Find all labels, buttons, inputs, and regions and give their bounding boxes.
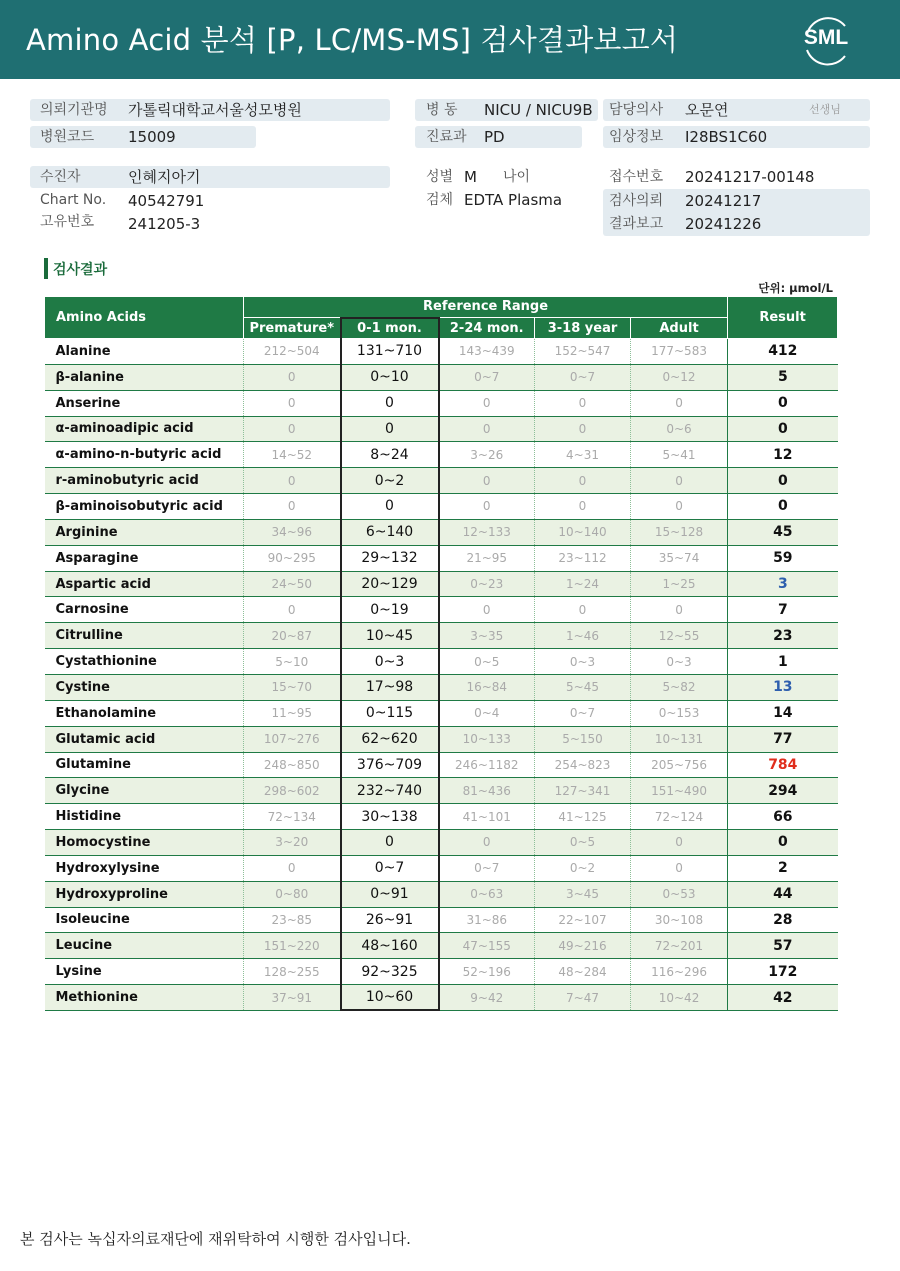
reference-range-cell: 0~3 bbox=[535, 649, 631, 675]
institution-value: 가톨릭대학교서울성모병원 bbox=[128, 101, 302, 119]
reference-range-cell: 246~1182 bbox=[439, 752, 535, 778]
table-row bbox=[45, 571, 838, 597]
reference-range-cell: 151~490 bbox=[631, 778, 728, 804]
table-row bbox=[45, 830, 838, 856]
reference-range-cell: 0~63 bbox=[439, 881, 535, 907]
reference-range-cell: 0~19 bbox=[341, 597, 439, 623]
reference-range-cell: 0 bbox=[244, 597, 341, 623]
ref-col-header: Premature* bbox=[244, 318, 341, 339]
amino-acid-name: Lysine bbox=[45, 959, 244, 985]
reference-range-cell: 14~52 bbox=[244, 442, 341, 468]
reference-range-cell: 177~583 bbox=[631, 339, 728, 365]
report-title: Amino Acid 분석 [P, LC/MS-MS] 검사결과보고서 bbox=[26, 23, 679, 57]
table-row bbox=[45, 959, 838, 985]
reference-range-cell: 0~7 bbox=[535, 700, 631, 726]
reference-range-cell: 72~134 bbox=[244, 804, 341, 830]
result-value: 7 bbox=[728, 597, 838, 623]
doctor-value: 오문연 bbox=[685, 101, 729, 119]
reference-range-cell: 52~196 bbox=[439, 959, 535, 985]
table-row bbox=[45, 933, 838, 959]
reference-range-cell: 0 bbox=[439, 416, 535, 442]
amino-acid-name: Methionine bbox=[45, 985, 244, 1011]
result-value: 2 bbox=[728, 855, 838, 881]
result-value: 1 bbox=[728, 649, 838, 675]
reference-range-cell: 232~740 bbox=[341, 778, 439, 804]
reference-range-cell: 81~436 bbox=[439, 778, 535, 804]
amino-acid-name: Carnosine bbox=[45, 597, 244, 623]
chart-no-label: Chart No. bbox=[40, 192, 107, 208]
reference-range-cell: 10~131 bbox=[631, 726, 728, 752]
unique-no-value: 241205-3 bbox=[128, 215, 201, 233]
result-value: 0 bbox=[728, 494, 838, 520]
table-row bbox=[45, 674, 838, 700]
result-value: 66 bbox=[728, 804, 838, 830]
reference-range-cell: 62~620 bbox=[341, 726, 439, 752]
table-row bbox=[45, 804, 838, 830]
result-value: 0 bbox=[728, 468, 838, 494]
reference-range-cell: 0~10 bbox=[341, 364, 439, 390]
request-date-label: 검사의뢰 bbox=[609, 193, 664, 209]
result-value: 3 bbox=[728, 571, 838, 597]
sex-value: M bbox=[464, 168, 477, 186]
result-value: 57 bbox=[728, 933, 838, 959]
table-row bbox=[45, 623, 838, 649]
section-marker bbox=[44, 258, 48, 279]
reference-range-cell: 15~70 bbox=[244, 674, 341, 700]
reference-range-cell: 0 bbox=[244, 416, 341, 442]
col-amino-acids: Amino Acids bbox=[45, 297, 244, 339]
sex-label: 성별 bbox=[426, 169, 454, 185]
reference-range-cell: 31~86 bbox=[439, 907, 535, 933]
reference-range-cell: 10~60 bbox=[341, 985, 439, 1011]
reference-range-cell: 0~2 bbox=[535, 855, 631, 881]
result-value: 77 bbox=[728, 726, 838, 752]
reference-range-cell: 0~115 bbox=[341, 700, 439, 726]
reference-range-cell: 47~155 bbox=[439, 933, 535, 959]
result-value: 23 bbox=[728, 623, 838, 649]
amino-acid-name: r-aminobutyric acid bbox=[45, 468, 244, 494]
table-row bbox=[45, 597, 838, 623]
result-value: 5 bbox=[728, 364, 838, 390]
amino-acid-name: Aspartic acid bbox=[45, 571, 244, 597]
reference-range-cell: 0 bbox=[439, 468, 535, 494]
logo-text: SML bbox=[803, 26, 849, 49]
table-row bbox=[45, 649, 838, 675]
amino-acid-name: Asparagine bbox=[45, 545, 244, 571]
result-value: 45 bbox=[728, 519, 838, 545]
reference-range-cell: 0~6 bbox=[631, 416, 728, 442]
reference-range-cell: 0~7 bbox=[439, 364, 535, 390]
reference-range-cell: 0 bbox=[631, 855, 728, 881]
result-value: 0 bbox=[728, 416, 838, 442]
reference-range-cell: 3~35 bbox=[439, 623, 535, 649]
table-row bbox=[45, 339, 838, 365]
chart-no-value: 40542791 bbox=[128, 192, 205, 210]
reference-range-cell: 0 bbox=[244, 364, 341, 390]
reference-range-cell: 0 bbox=[244, 390, 341, 416]
table-row bbox=[45, 855, 838, 881]
reference-range-cell: 0~7 bbox=[341, 855, 439, 881]
reference-range-cell: 23~112 bbox=[535, 545, 631, 571]
report-header bbox=[0, 0, 900, 79]
reference-range-cell: 143~439 bbox=[439, 339, 535, 365]
reference-range-cell: 0~7 bbox=[535, 364, 631, 390]
reference-range-cell: 26~91 bbox=[341, 907, 439, 933]
patient-bar bbox=[30, 166, 390, 188]
request-date-value: 20241217 bbox=[685, 192, 762, 210]
reference-range-cell: 0~23 bbox=[439, 571, 535, 597]
reference-range-cell: 0 bbox=[631, 830, 728, 856]
reference-range-cell: 5~150 bbox=[535, 726, 631, 752]
reference-range-cell: 0 bbox=[244, 855, 341, 881]
unit-label: 단위: μmol/L bbox=[758, 281, 833, 295]
reference-range-cell: 10~133 bbox=[439, 726, 535, 752]
reference-range-cell: 37~91 bbox=[244, 985, 341, 1011]
result-value: 13 bbox=[728, 674, 838, 700]
reference-range-cell: 72~124 bbox=[631, 804, 728, 830]
reference-range-cell: 10~42 bbox=[631, 985, 728, 1011]
clinical-info-label: 임상정보 bbox=[609, 129, 664, 145]
col-result: Result bbox=[728, 297, 838, 339]
reference-range-cell: 15~128 bbox=[631, 519, 728, 545]
reference-range-cell: 0 bbox=[631, 597, 728, 623]
reference-range-cell: 0~5 bbox=[439, 649, 535, 675]
reference-range-cell: 16~84 bbox=[439, 674, 535, 700]
reference-range-cell: 35~74 bbox=[631, 545, 728, 571]
specimen-label: 검체 bbox=[426, 192, 454, 208]
ref-col-header: Adult bbox=[631, 318, 728, 339]
doctor-suffix: 선생님 bbox=[809, 103, 841, 116]
reference-range-cell: 4~31 bbox=[535, 442, 631, 468]
reference-range-cell: 0 bbox=[244, 468, 341, 494]
amino-acid-name: Arginine bbox=[45, 519, 244, 545]
reference-range-cell: 0 bbox=[631, 468, 728, 494]
reference-range-cell: 9~42 bbox=[439, 985, 535, 1011]
amino-acid-name: Homocystine bbox=[45, 830, 244, 856]
reference-range-cell: 0~153 bbox=[631, 700, 728, 726]
reference-range-cell: 34~96 bbox=[244, 519, 341, 545]
sml-logo bbox=[797, 12, 855, 68]
institution-label: 의뢰기관명 bbox=[40, 102, 108, 118]
reference-range-cell: 90~295 bbox=[244, 545, 341, 571]
reference-range-cell: 0~12 bbox=[631, 364, 728, 390]
ward-value: NICU / NICU9B bbox=[484, 101, 593, 119]
unique-no-label: 고유번호 bbox=[40, 214, 95, 230]
reference-range-cell: 0 bbox=[341, 390, 439, 416]
table-row bbox=[45, 985, 838, 1011]
result-value: 44 bbox=[728, 881, 838, 907]
reference-range-cell: 0 bbox=[631, 390, 728, 416]
reference-range-cell: 0 bbox=[439, 390, 535, 416]
amino-acid-name: Hydroxylysine bbox=[45, 855, 244, 881]
reference-range-cell: 0~2 bbox=[341, 468, 439, 494]
reference-range-cell: 0 bbox=[535, 390, 631, 416]
reference-range-cell: 107~276 bbox=[244, 726, 341, 752]
amino-acid-name: α-aminoadipic acid bbox=[45, 416, 244, 442]
result-value: 14 bbox=[728, 700, 838, 726]
reference-range-cell: 0 bbox=[341, 494, 439, 520]
reference-range-cell: 0~7 bbox=[439, 855, 535, 881]
table-row bbox=[45, 907, 838, 933]
result-value: 0 bbox=[728, 390, 838, 416]
ref-col-header: 3-18 year bbox=[535, 318, 631, 339]
reference-range-cell: 41~125 bbox=[535, 804, 631, 830]
reference-range-cell: 49~216 bbox=[535, 933, 631, 959]
reference-range-cell: 7~47 bbox=[535, 985, 631, 1011]
reference-range-cell: 1~24 bbox=[535, 571, 631, 597]
table-row bbox=[45, 700, 838, 726]
result-value: 172 bbox=[728, 959, 838, 985]
reference-range-cell: 128~255 bbox=[244, 959, 341, 985]
amino-acid-name: Anserine bbox=[45, 390, 244, 416]
amino-acid-name: Leucine bbox=[45, 933, 244, 959]
amino-acid-name: Glutamine bbox=[45, 752, 244, 778]
table-row bbox=[45, 726, 838, 752]
reference-range-cell: 48~160 bbox=[341, 933, 439, 959]
result-value: 294 bbox=[728, 778, 838, 804]
reference-range-cell: 212~504 bbox=[244, 339, 341, 365]
reference-range-cell: 116~296 bbox=[631, 959, 728, 985]
table-row bbox=[45, 364, 838, 390]
amino-acid-name: Glutamic acid bbox=[45, 726, 244, 752]
reference-range-cell: 127~341 bbox=[535, 778, 631, 804]
result-value: 12 bbox=[728, 442, 838, 468]
reference-range-cell: 0 bbox=[535, 468, 631, 494]
ref-col-header: 0-1 mon. bbox=[341, 318, 439, 339]
reference-range-cell: 30~108 bbox=[631, 907, 728, 933]
reference-range-cell: 5~41 bbox=[631, 442, 728, 468]
reference-range-cell: 11~95 bbox=[244, 700, 341, 726]
reference-range-cell: 12~133 bbox=[439, 519, 535, 545]
hospital-code-label: 병원코드 bbox=[40, 129, 95, 145]
result-value: 0 bbox=[728, 830, 838, 856]
reference-range-cell: 1~46 bbox=[535, 623, 631, 649]
reference-range-cell: 20~129 bbox=[341, 571, 439, 597]
table-row bbox=[45, 390, 838, 416]
reference-range-cell: 3~20 bbox=[244, 830, 341, 856]
reference-range-cell: 0~53 bbox=[631, 881, 728, 907]
reference-range-cell: 0~5 bbox=[535, 830, 631, 856]
table-row bbox=[45, 416, 838, 442]
specimen-value: EDTA Plasma bbox=[464, 191, 563, 209]
amino-acid-name: Histidine bbox=[45, 804, 244, 830]
reference-range-cell: 0~4 bbox=[439, 700, 535, 726]
reference-range-cell: 48~284 bbox=[535, 959, 631, 985]
table-row bbox=[45, 468, 838, 494]
reference-range-cell: 0 bbox=[341, 830, 439, 856]
receipt-no-label: 접수번호 bbox=[609, 169, 664, 185]
reference-range-cell: 23~85 bbox=[244, 907, 341, 933]
amino-acid-name: β-aminoisobutyric acid bbox=[45, 494, 244, 520]
reference-range-cell: 0~80 bbox=[244, 881, 341, 907]
reference-range-cell: 10~45 bbox=[341, 623, 439, 649]
amino-acid-name: Citrulline bbox=[45, 623, 244, 649]
col-reference-range: Reference Range bbox=[244, 297, 728, 318]
result-value: 784 bbox=[728, 752, 838, 778]
reference-range-cell: 0 bbox=[341, 416, 439, 442]
age-label: 나이 bbox=[503, 169, 531, 185]
amino-acid-table bbox=[44, 296, 838, 1011]
section-title: 검사결과 bbox=[53, 262, 108, 278]
doctor-label: 담당의사 bbox=[609, 102, 664, 118]
amino-acid-name: Isoleucine bbox=[45, 907, 244, 933]
reference-range-cell: 12~55 bbox=[631, 623, 728, 649]
patient-value: 인혜지아기 bbox=[128, 168, 201, 186]
reference-range-cell: 5~10 bbox=[244, 649, 341, 675]
reference-range-cell: 30~138 bbox=[341, 804, 439, 830]
amino-acid-name: α-amino-n-butyric acid bbox=[45, 442, 244, 468]
reference-range-cell: 5~82 bbox=[631, 674, 728, 700]
report-date-label: 결과보고 bbox=[609, 216, 664, 232]
reference-range-cell: 41~101 bbox=[439, 804, 535, 830]
reference-range-cell: 248~850 bbox=[244, 752, 341, 778]
reference-range-cell: 72~201 bbox=[631, 933, 728, 959]
reference-range-cell: 10~140 bbox=[535, 519, 631, 545]
amino-acid-name: Cystine bbox=[45, 674, 244, 700]
receipt-no-value: 20241217-00148 bbox=[685, 168, 815, 186]
reference-range-cell: 1~25 bbox=[631, 571, 728, 597]
reference-range-cell: 0 bbox=[439, 597, 535, 623]
amino-acid-name: β-alanine bbox=[45, 364, 244, 390]
table-row bbox=[45, 519, 838, 545]
table-row bbox=[45, 545, 838, 571]
result-value: 42 bbox=[728, 985, 838, 1011]
reference-range-cell: 0~3 bbox=[631, 649, 728, 675]
reference-range-cell: 0 bbox=[631, 494, 728, 520]
amino-acid-name: Alanine bbox=[45, 339, 244, 365]
reference-range-cell: 6~140 bbox=[341, 519, 439, 545]
table-row bbox=[45, 881, 838, 907]
table-row bbox=[45, 494, 838, 520]
reference-range-cell: 0 bbox=[439, 494, 535, 520]
amino-acid-name: Hydroxyproline bbox=[45, 881, 244, 907]
ward-label: 병 동 bbox=[426, 102, 458, 118]
reference-range-cell: 151~220 bbox=[244, 933, 341, 959]
report-date-value: 20241226 bbox=[685, 215, 762, 233]
result-value: 59 bbox=[728, 545, 838, 571]
table-row bbox=[45, 778, 838, 804]
reference-range-cell: 0~3 bbox=[341, 649, 439, 675]
clinical-info-value: I28BS1C60 bbox=[685, 128, 768, 146]
reference-range-cell: 0 bbox=[535, 597, 631, 623]
reference-range-cell: 0 bbox=[439, 830, 535, 856]
reference-range-cell: 3~26 bbox=[439, 442, 535, 468]
reference-range-cell: 0 bbox=[535, 416, 631, 442]
amino-acid-name: Glycine bbox=[45, 778, 244, 804]
reference-range-cell: 254~823 bbox=[535, 752, 631, 778]
reference-range-cell: 0 bbox=[535, 494, 631, 520]
department-value: PD bbox=[484, 128, 505, 146]
hospital-code-value: 15009 bbox=[128, 128, 176, 146]
reference-range-cell: 152~547 bbox=[535, 339, 631, 365]
reference-range-cell: 0~91 bbox=[341, 881, 439, 907]
reference-range-cell: 20~87 bbox=[244, 623, 341, 649]
amino-acid-name: Ethanolamine bbox=[45, 700, 244, 726]
reference-range-cell: 298~602 bbox=[244, 778, 341, 804]
result-value: 28 bbox=[728, 907, 838, 933]
table-row bbox=[45, 442, 838, 468]
reference-range-cell: 22~107 bbox=[535, 907, 631, 933]
amino-acid-name: Cystathionine bbox=[45, 649, 244, 675]
reference-range-cell: 3~45 bbox=[535, 881, 631, 907]
reference-range-cell: 92~325 bbox=[341, 959, 439, 985]
patient-label: 수진자 bbox=[40, 169, 81, 185]
reference-range-cell: 24~50 bbox=[244, 571, 341, 597]
department-label: 진료과 bbox=[426, 129, 467, 145]
reference-range-cell: 5~45 bbox=[535, 674, 631, 700]
reference-range-cell: 131~710 bbox=[341, 339, 439, 365]
ref-col-header: 2-24 mon. bbox=[439, 318, 535, 339]
reference-range-cell: 0 bbox=[244, 494, 341, 520]
reference-range-cell: 205~756 bbox=[631, 752, 728, 778]
result-value: 412 bbox=[728, 339, 838, 365]
table-row bbox=[45, 752, 838, 778]
reference-range-cell: 376~709 bbox=[341, 752, 439, 778]
reference-range-cell: 8~24 bbox=[341, 442, 439, 468]
footer-note: 본 검사는 녹십자의료재단에 재위탁하여 시행한 검사입니다. bbox=[20, 1230, 411, 1248]
reference-range-cell: 29~132 bbox=[341, 545, 439, 571]
reference-range-cell: 17~98 bbox=[341, 674, 439, 700]
reference-range-cell: 21~95 bbox=[439, 545, 535, 571]
